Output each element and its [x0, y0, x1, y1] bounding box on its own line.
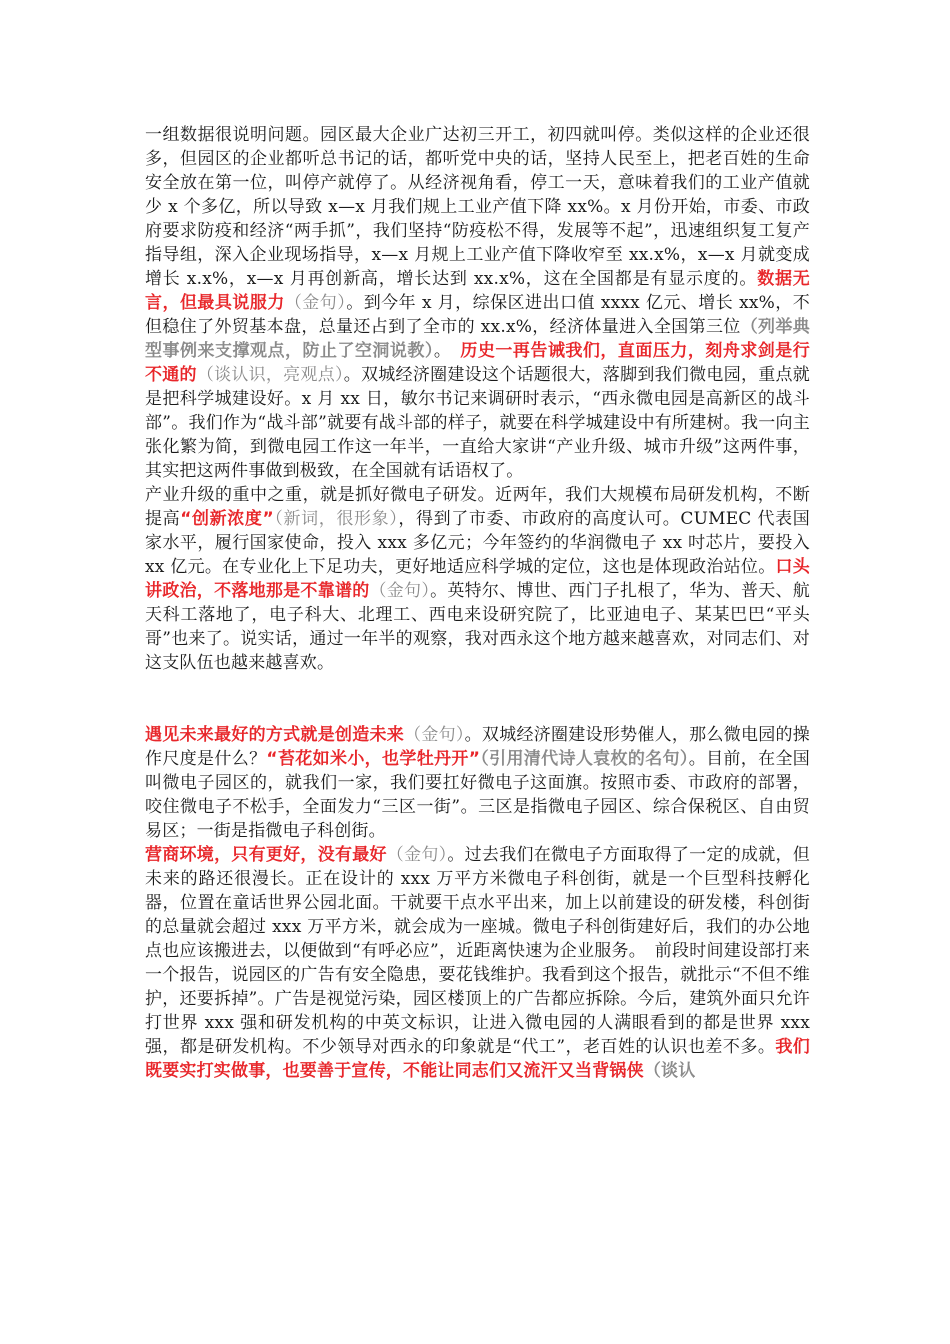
- annotation: （谈认: [643, 1061, 696, 1081]
- annotation: （谈认识，亮观点）: [196, 365, 344, 385]
- paragraph-future: [145, 723, 810, 843]
- paragraph-industry-upgrade: [145, 483, 810, 675]
- body-text: 一组数据很说明问题。园区最大企业广达初三开工，初四就叫停。类似这样的企业还很多，但园区的企业都听总书记的话，都听党中央的话，坚持人民至上，把老百姓的生命安全放在第一位，叫停产就停了。从经济视角看，停工一天，意味着我们的工业产值就少 x 个多亿，所以导致 x—x 月我们规上工业产值下降 xx%。x 月份开始，市委、市政府要求防疫和经济“两手抓”，我们坚持“防疫松不得，发展等不起”，迅速组织复工复产指导组，深入企业现场指导，x—x 月规上工业产值下降收窄至 xx.x%，x—x 月就变成增长 x.x%，x—x 月再创新高，增长达到 xx.x%，这在全国都是有显示度的。: [145, 125, 810, 289]
- golden-sentence: 历史一再告诫我们，直面压力，刻舟求剑是行不通的: [145, 341, 810, 385]
- golden-sentence: 数据无言，但最具说服力: [145, 269, 811, 313]
- annotation: （列举典型事例来支撑观点，防止了空洞说教）: [145, 317, 810, 361]
- golden-sentence: “创新浓度”: [180, 509, 274, 529]
- annotation: （金句）: [386, 845, 448, 865]
- body-text: 。双城经济圈建设形势催人，那么微电园的操作尺度是什么？: [145, 725, 810, 769]
- body-text: 。英特尔、博世、西门子扎根了，华为、普天、航天科工落地了，电子科大、北理工、西电来设研究院了，比亚迪电子、某某巴巴“平头哥”也来了。说实话，通过一年半的观察，我对西永这个地方越来越喜欢，对同志们、对这支队伍也越来越喜欢。: [145, 581, 810, 673]
- body-text: 。过去我们在微电子方面取得了一定的成就，但未来的路还很漫长。正在设计的 xxx 万平方米微电子科创街，就是一个巨型科技孵化器，位置在童话世界公园北面。干就要干点水平出来，加上以前建设的研发楼，科创街的总量就会超过 xxx 万平方米，就会成为一座城。微电子科创街建好后，我们的办公地点也应该搬进去，以便做到“有呼必应”，近距离快速为企业服务。 前段时间建设部打来一个报告，说园区的广告有安全隐患，要花钱维护。我看到这个报告，就批示“不但不维护，还要拆掉”。广告是视觉污染，园区楼顶上的广告都应拆除。今后，建筑外面只允许打世界 xxx 强和研发机构的中英文标识，让进入微电园的人满眼看到的都是世界 xxx 强，都是研发机构。不少领导对西永的印象就是“代工”，老百姓的认识也差不多。: [145, 845, 810, 1057]
- paragraph-economy: [145, 123, 810, 483]
- body-text: 。: [433, 341, 461, 361]
- golden-sentence: 口头讲政治，不落地那是不靠谱的: [145, 557, 810, 601]
- body-text: ，得到了市委、市政府的高度认可。CUMEC 代表国家水平，履行国家使命，投入 xxx 多亿元；今年签约的华润微电子 xx 吋芯片，要投入 xx 亿元。在专业化上下足功夫，更好地适应科学城的定位，这也是体现政治站位。: [145, 509, 810, 577]
- golden-sentence: 我们既要实打实做事，也要善于宣传，不能让同志们又流汗又当背锅侠: [145, 1037, 810, 1081]
- annotation: （引用清代诗人袁枚的名句）: [480, 749, 689, 769]
- annotation: （金句）: [284, 293, 347, 313]
- paragraph-gap: [145, 675, 810, 723]
- paragraph-business-environment: [145, 843, 810, 1083]
- golden-sentence: “苔花如米小，也学牡丹开”: [266, 749, 481, 769]
- annotation: （金句）: [369, 581, 431, 601]
- document-page: [145, 123, 810, 1083]
- body-text: 。双城经济圈建设这个话题很大，落脚到我们微电园，重点就是把科学城建设好。x 月 xx 日，敏尔书记来调研时表示，“西永微电园是高新区的战斗部”。我们作为“战斗部”就要有战斗部的样子，就要在科学城建设中有所建树。我一向主张化繁为简，到微电园工作这一年半，一直给大家讲“产业升级、城市升级”这两件事，其实把这两件事做到极致，在全国就有话语权了。: [145, 365, 810, 481]
- body-text: 。目前，在全国叫微电子园区的，就我们一家，我们要扛好微电子这面旗。按照市委、市政府的部署，咬住微电子不松手，全面发力“三区一街”。三区是指微电子园区、综合保税区、自由贸易区；一街是指微电子科创街。: [145, 749, 810, 841]
- golden-sentence: 营商环境，只有更好，没有最好: [145, 845, 387, 865]
- annotation: （金句）: [404, 725, 465, 745]
- body-text: 产业升级的重中之重，就是抓好微电子研发。近两年，我们大规模布局研发机构，不断提高: [145, 485, 810, 529]
- golden-sentence: 遇见未来最好的方式就是创造未来: [145, 725, 405, 745]
- body-text: 。到今年 x 月，综保区进出口值 xxxx 亿元、增长 xx%，不但稳住了外贸基本盘，总量还占到了全市的 xx.x%，经济体量进入全国第三位: [145, 293, 810, 337]
- annotation: （新词，很形象）: [273, 509, 399, 529]
